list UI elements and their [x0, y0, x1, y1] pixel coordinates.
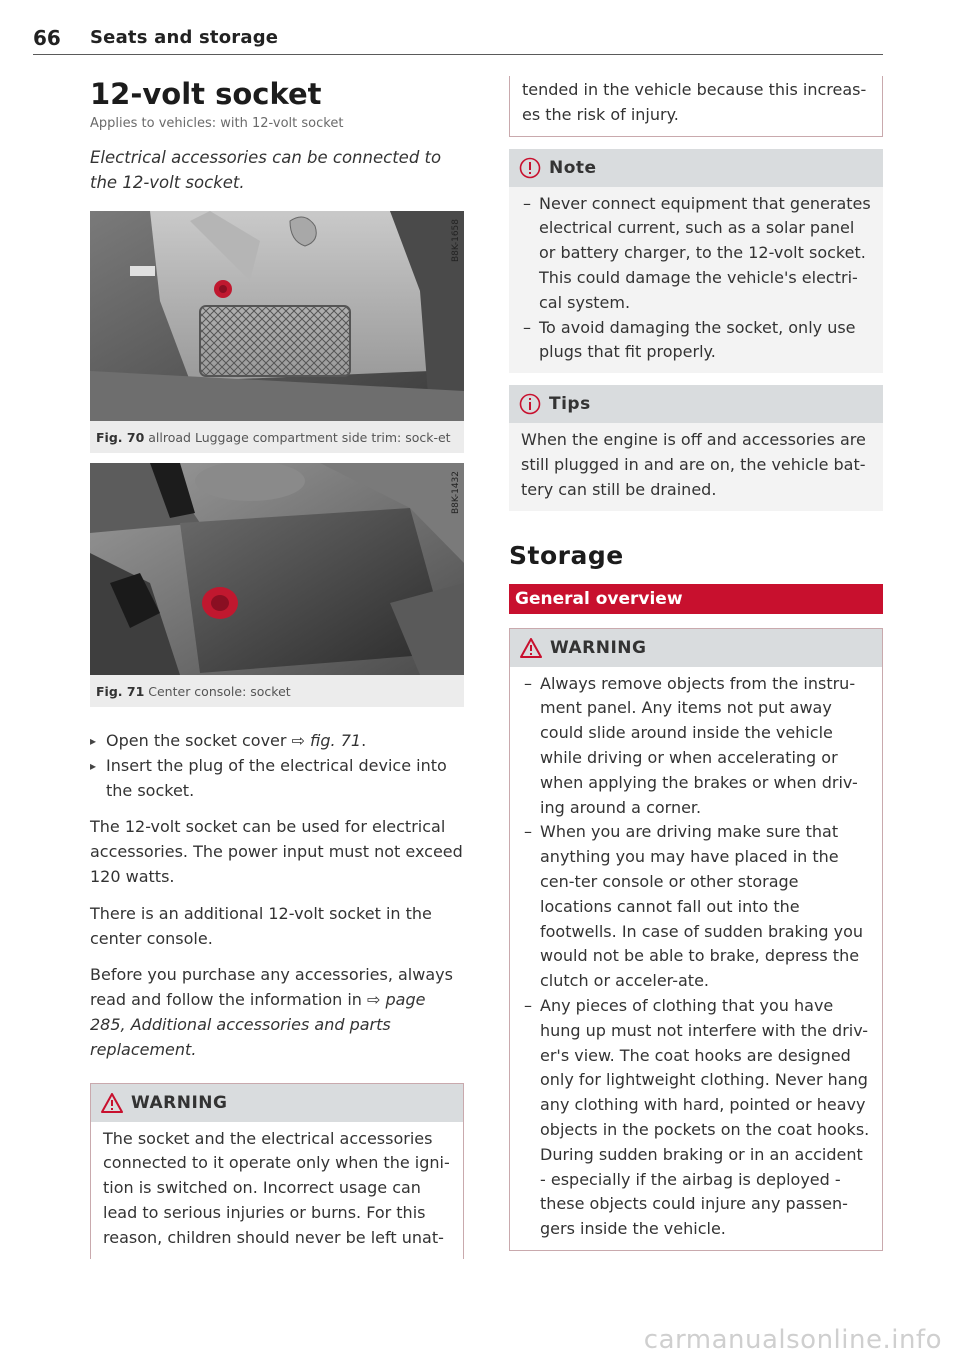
- figure-71-label: Fig. 71: [96, 684, 145, 699]
- general-overview-band: General overview: [509, 584, 883, 614]
- page-number: 66: [33, 26, 61, 50]
- intro-text: Electrical accessories can be connected to the 12-volt socket.: [90, 148, 442, 192]
- warning-item: – Always remove objects from the instru-ment panel. Any items not put away could slide around inside the vehicle while driving or when accelerating or when applying the brakes or when driv-ing around a corner.: [522, 672, 870, 821]
- fig-71-link[interactable]: ⇨ fig. 71: [291, 731, 362, 750]
- step-text: Insert the plug of the electrical device into the socket.: [106, 755, 447, 800]
- page-header: [33, 24, 883, 55]
- figure-70-label: Fig. 70: [96, 430, 145, 445]
- figure-71-code: B8K-1432: [451, 471, 461, 515]
- warning-text: The socket and the electrical accessories connected to it operate only when the igni-tion is switched on. Incorrect usage can lead to serious injuries or burns. For this reason, children should never be left unat-: [103, 1128, 450, 1247]
- figure-71-image: [90, 463, 464, 675]
- storage-warning-box: [509, 628, 883, 1251]
- warning-body-continued: [510, 76, 882, 136]
- steps-list: [90, 729, 464, 803]
- step-item: [90, 729, 464, 754]
- storage-warning-title: WARNING: [550, 637, 647, 658]
- watermark: carmanualsonline.info: [643, 1325, 942, 1355]
- center-console-illustration: [90, 463, 464, 675]
- warning-body: [91, 1122, 463, 1259]
- figure-71: [90, 463, 464, 707]
- note-item: – To avoid damaging the socket, only use plugs that fit properly.: [521, 316, 871, 366]
- step-text: Open the socket cover: [106, 731, 292, 750]
- page-title: 12-volt socket: [90, 77, 322, 111]
- figure-70-caption: [90, 421, 464, 453]
- note-header: [509, 149, 883, 187]
- tips-box: [509, 385, 883, 510]
- warning-item: – Any pieces of clothing that you have hung up must not interfere with the driv-er's view. The coat hooks are designed only for lightweight clothing. Never hang any clothing with hard, pointed or heavy objects in the pockets on the coat hooks. During sudden braking or in an accident - especially if the airbag is deployed - these objects could injure any passen-gers inside the vehicle.: [522, 994, 870, 1242]
- storage-heading: Storage: [509, 540, 624, 570]
- applies-to: Applies to vehicles: with 12-volt socket: [90, 116, 344, 131]
- note-box: [509, 149, 883, 374]
- figure-70-caption-text: allroad Luggage compartment side trim: sock-et: [148, 430, 451, 445]
- info-icon: [519, 393, 541, 415]
- paragraph: [90, 963, 464, 1062]
- section-title: Seats and storage: [90, 27, 279, 48]
- note-exclamation-icon: [519, 157, 541, 179]
- figure-70-image: [90, 211, 464, 421]
- luggage-compartment-illustration: [90, 211, 464, 421]
- tips-title: Tips: [549, 394, 591, 415]
- warning-item: – When you are driving make sure that anything you may have placed in the cen-ter console or other storage locations cannot fall out into the footwells. In case of sudden braking you would not be able to brake, depress the clutch or acceler-ate.: [522, 820, 870, 994]
- figure-71-caption-text: Center console: socket: [148, 684, 291, 699]
- tips-body: [509, 423, 883, 510]
- warning-box: [90, 1083, 464, 1259]
- warning-title: WARNING: [131, 1092, 228, 1113]
- note-title: Note: [549, 157, 597, 178]
- warning-triangle-icon: [101, 1093, 123, 1113]
- paragraph: There is an additional 12-volt socket in the center console.: [90, 903, 432, 948]
- storage-warning-header: [510, 629, 882, 667]
- paragraph-text: Before you purchase any accessories, always read and follow the information in: [90, 965, 453, 1010]
- tips-text: When the engine is off and accessories are still plugged in and are on, the vehicle bat-tery can still be drained.: [521, 430, 866, 499]
- warning-triangle-icon: [520, 638, 542, 658]
- note-body: [509, 187, 883, 374]
- page-285-link[interactable]: ⇨ page 285, Additional accessories and parts replacement.: [90, 990, 426, 1059]
- warning-text-continued: tended in the vehicle because this increas-es the risk of injury.: [522, 80, 867, 124]
- figure-71-caption: [90, 675, 464, 707]
- right-column: [509, 76, 883, 1251]
- step-end: .: [361, 731, 367, 750]
- note-item: – Never connect equipment that generates electrical current, such as a solar panel or battery charger, to the 12-volt socket. This could damage the vehicle's electri-cal system.: [521, 192, 871, 316]
- paragraph: The 12-volt socket can be used for electrical accessories. The power input must not exceed 120 watts.: [90, 817, 463, 886]
- tips-header: [509, 385, 883, 423]
- warning-header: [91, 1084, 463, 1122]
- left-column: [90, 76, 464, 1259]
- figure-70-code: B8K-1658: [451, 219, 461, 263]
- step-item: [90, 754, 464, 804]
- figure-70: [90, 211, 464, 453]
- storage-warning-body: [510, 667, 882, 1250]
- warning-box-continued: [509, 76, 883, 137]
